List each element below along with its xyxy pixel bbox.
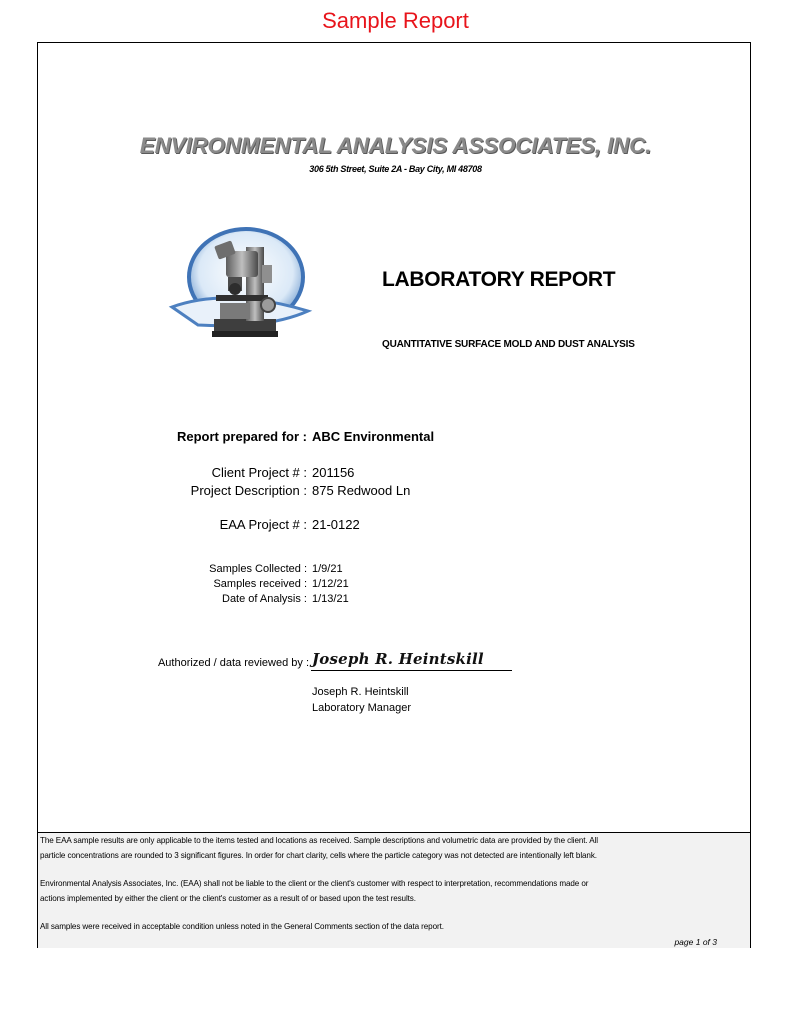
page-number: page 1 of 3 (674, 937, 717, 947)
samples-collected-label: Samples Collected : (209, 563, 307, 575)
project-description-value: 875 Redwood Ln (312, 483, 411, 498)
date-of-analysis-value: 1/13/21 (312, 593, 349, 605)
disclaimer-p1-line1: The EAA sample results are only applicable to the items tested and locations as received. Sample descriptions and volumetric data are provided by the client. All (40, 836, 598, 845)
authorized-by-label: Authorized / data reviewed by : (157, 657, 309, 669)
disclaimer-p3-line1: All samples were received in acceptable condition unless noted in the General Comments section of the data report. (40, 922, 444, 931)
company-address: 306 5th Street, Suite 2A - Bay City, MI 48708 (309, 164, 482, 174)
project-description-label: Project Description : (190, 483, 307, 498)
disclaimer-p2-line2: actions implemented by either the client or the client's customer as a result of or based upon the test results. (40, 894, 416, 903)
sample-report-banner: Sample Report (322, 8, 469, 33)
samples-received-label: Samples received : (213, 578, 307, 590)
signature-line (311, 670, 512, 671)
report-title: LABORATORY REPORT (382, 268, 616, 291)
disclaimer-p1-line2: particle concentrations are rounded to 3 significant figures. In order for chart clarity, cells where the particle category was not detected are intentionally left blank. (40, 851, 597, 860)
date-of-analysis-label: Date of Analysis : (222, 593, 307, 605)
company-name: ENVIRONMENTAL ANALYSIS ASSOCIATES, INC. (139, 133, 652, 158)
eaa-project-label: EAA Project # : (219, 517, 307, 532)
eaa-project-value: 21-0122 (312, 517, 360, 532)
client-project-label: Client Project # : (211, 465, 307, 480)
reviewer-role: Laboratory Manager (312, 702, 412, 714)
samples-received-value: 1/12/21 (312, 578, 349, 590)
client-project-value: 201156 (312, 465, 355, 480)
report-subtitle: QUANTITATIVE SURFACE MOLD AND DUST ANALYSIS (382, 339, 635, 350)
prepared-for-label: Report prepared for : (176, 429, 307, 444)
reviewer-name: Joseph R. Heintskill (312, 686, 409, 698)
prepared-for-value: ABC Environmental (312, 429, 435, 444)
signature: Joseph R. Heintskill (312, 650, 484, 668)
disclaimer-p2-line1: Environmental Analysis Associates, Inc. (EAA) shall not be liable to the client or the client's customer with respect to interpretation, recommendations made or (40, 879, 589, 888)
microscope-icon (168, 225, 313, 350)
samples-collected-value: 1/9/21 (312, 563, 343, 575)
